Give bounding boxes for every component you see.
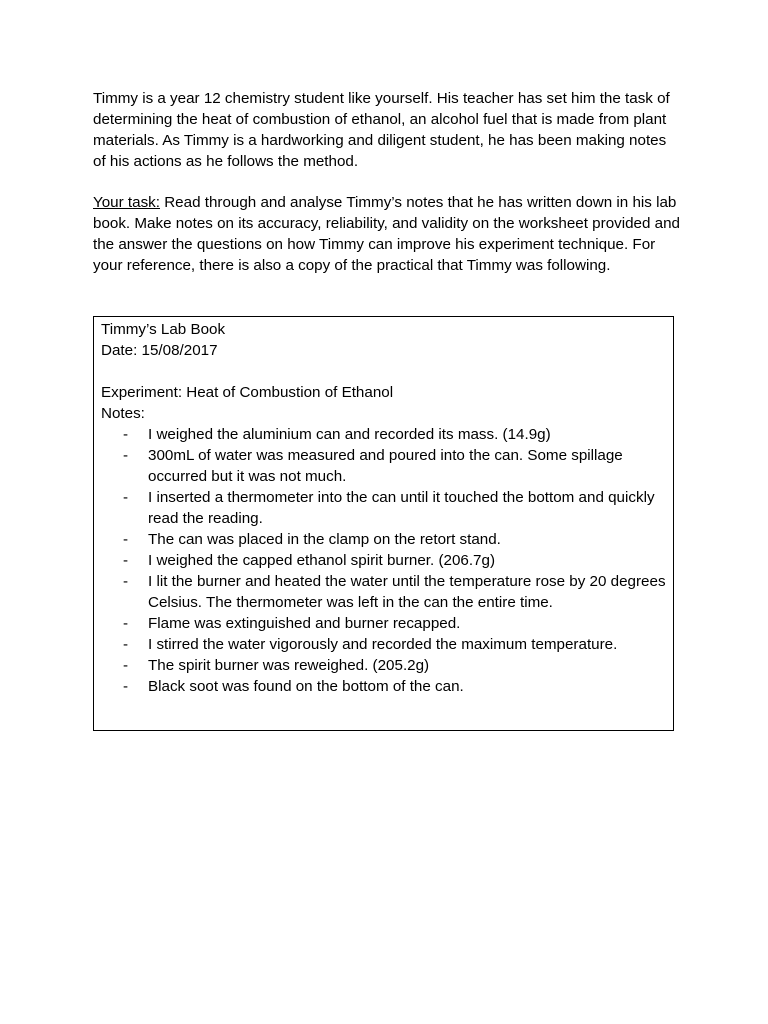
spacer — [101, 361, 673, 382]
task-label: Your task: — [93, 194, 160, 211]
bullet-dash: - — [123, 447, 129, 464]
list-item — [101, 550, 673, 571]
list-item — [101, 571, 673, 613]
list-item — [101, 676, 673, 697]
list-item — [101, 529, 673, 550]
bullet-dash: - — [123, 678, 129, 695]
experiment-title: Experiment: Heat of Combustion of Ethanol — [101, 384, 394, 401]
bullet-dash: - — [123, 615, 129, 632]
bullet-dash: - — [123, 657, 129, 674]
intro-paragraph: Timmy is a year 12 chemistry student like yourself. His teacher has set him the task of determining the heat of combustion of ethanol, an alcohol fuel that is made from plant materials. As Timmy is a hardworking and diligent student, he has been making notes of his actions as he follows the method. — [93, 90, 670, 170]
list-item — [101, 424, 673, 445]
bullet-dash: - — [123, 531, 129, 548]
note-text: I stirred the water vigorously and recorded the maximum temperature. — [148, 636, 618, 653]
bullet-dash: - — [123, 636, 129, 653]
lab-book-title: Timmy’s Lab Book — [101, 321, 226, 338]
notes-list — [101, 424, 673, 697]
note-text: Flame was extinguished and burner recapped. — [148, 615, 461, 632]
note-text: I weighed the capped ethanol spirit burner. (206.7g) — [148, 552, 496, 569]
note-text: I weighed the aluminium can and recorded its mass. (14.9g) — [148, 426, 551, 443]
bullet-dash: - — [123, 552, 129, 569]
note-text: The spirit burner was reweighed. (205.2g) — [148, 657, 430, 674]
list-item — [101, 445, 673, 487]
task-text: Read through and analyse Timmy’s notes that he has written down in his lab book. Make notes on its accuracy, reliability, and validity on the worksheet provided and the answer the questions on how Timmy can improve his experiment technique. For your reference, there is also a copy of the practical that Timmy was following. — [93, 194, 681, 274]
lab-book-box — [93, 316, 674, 731]
note-text: Black soot was found on the bottom of the can. — [148, 678, 464, 695]
note-text: 300mL of water was measured and poured into the can. Some spillage occurred but it was not much. — [148, 447, 623, 485]
notes-label: Notes: — [101, 405, 145, 422]
list-item — [101, 634, 673, 655]
list-item — [101, 655, 673, 676]
bullet-dash: - — [123, 573, 129, 590]
note-text: I lit the burner and heated the water until the temperature rose by 20 degrees Celsius. The thermometer was left in the can the entire time. — [148, 573, 666, 611]
list-item — [101, 613, 673, 634]
bullet-dash: - — [123, 489, 129, 506]
note-text: I inserted a thermometer into the can until it touched the bottom and quickly read the reading. — [148, 489, 655, 527]
lab-book-date: Date: 15/08/2017 — [101, 342, 218, 359]
task-paragraph — [93, 192, 683, 276]
note-text: The can was placed in the clamp on the retort stand. — [148, 531, 501, 548]
bullet-dash: - — [123, 426, 129, 443]
list-item — [101, 487, 673, 529]
